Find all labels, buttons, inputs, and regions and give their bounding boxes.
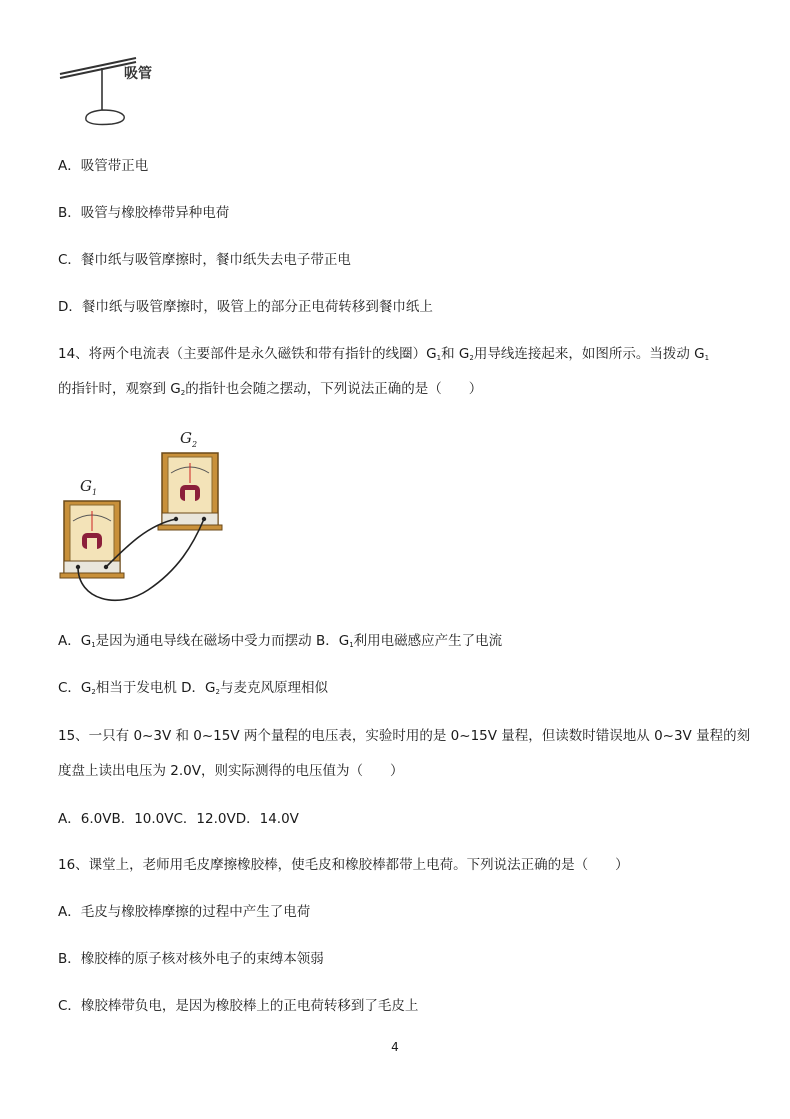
g2-label: G [180, 429, 192, 447]
galvanometer-g2 [158, 453, 222, 530]
q13-option-a: A．吸管带正电 [58, 158, 149, 174]
q15-stem-line1: 15、一只有 0~3V 和 0~15V 两个量程的电压表，实验时用的是 0~15V 量程，但读数时错误地从 0~3V 量程的刻 [58, 728, 751, 744]
g1-sub: 1 [92, 488, 98, 497]
q15-stem-line2: 度盘上读出电压为 2.0V，则实际测得的电压值为（ ） [58, 763, 404, 779]
q14-options-ab: A．$G_1$是因为通电导线在磁场中受力而摆动 B．$G_1$利用电磁感应产生了电流 [58, 633, 503, 649]
straw-label: 吸管 [124, 66, 152, 82]
q13-option-c: C．餐巾纸与吸管摩擦时，餐巾纸失去电子带正电 [58, 252, 351, 268]
page-number: 4 [391, 1040, 399, 1054]
galvanometer-g1 [60, 501, 124, 578]
q13-option-d: D．餐巾纸与吸管摩擦时，吸管上的部分正电荷转移到餐巾纸上 [58, 299, 433, 315]
q13-option-b: B．吸管与橡胶棒带异种电荷 [58, 205, 230, 221]
q14-stem-line2: 的指针时，观察到 $G_2$的指针也会随之摆动，下列说法正确的是（ ） [58, 381, 483, 397]
straw-stand-figure [56, 52, 176, 132]
g1-label: G [80, 477, 92, 495]
g2-sub: 2 [192, 440, 198, 449]
q15-options: A．6.0VB．10.0VC．12.0VD．14.0V [58, 811, 299, 827]
q16-option-a: A．毛皮与橡胶棒摩擦的过程中产生了电荷 [58, 904, 311, 920]
q16-option-c: C．橡胶棒带负电，是因为橡胶棒上的正电荷转移到了毛皮上 [58, 998, 419, 1014]
q16-stem: 16、课堂上，老师用毛皮摩擦橡胶棒，使毛皮和橡胶棒都带上电荷。下列说法正确的是（ ） [58, 857, 629, 873]
q16-option-b: B．橡胶棒的原子核对核外电子的束缚本领弱 [58, 951, 324, 967]
q14-options-cd: C．$G_2$相当于发电机 D．$G_2$与麦克风原理相似 [58, 680, 328, 696]
galvanometers-figure [58, 425, 228, 605]
q14-stem-line1: 14、将两个电流表（主要部件是永久磁铁和带有指针的线圈）$G_1$和 $G_2$用导线连接起来，如图所示。当拨动 $G_1$ [58, 346, 710, 362]
